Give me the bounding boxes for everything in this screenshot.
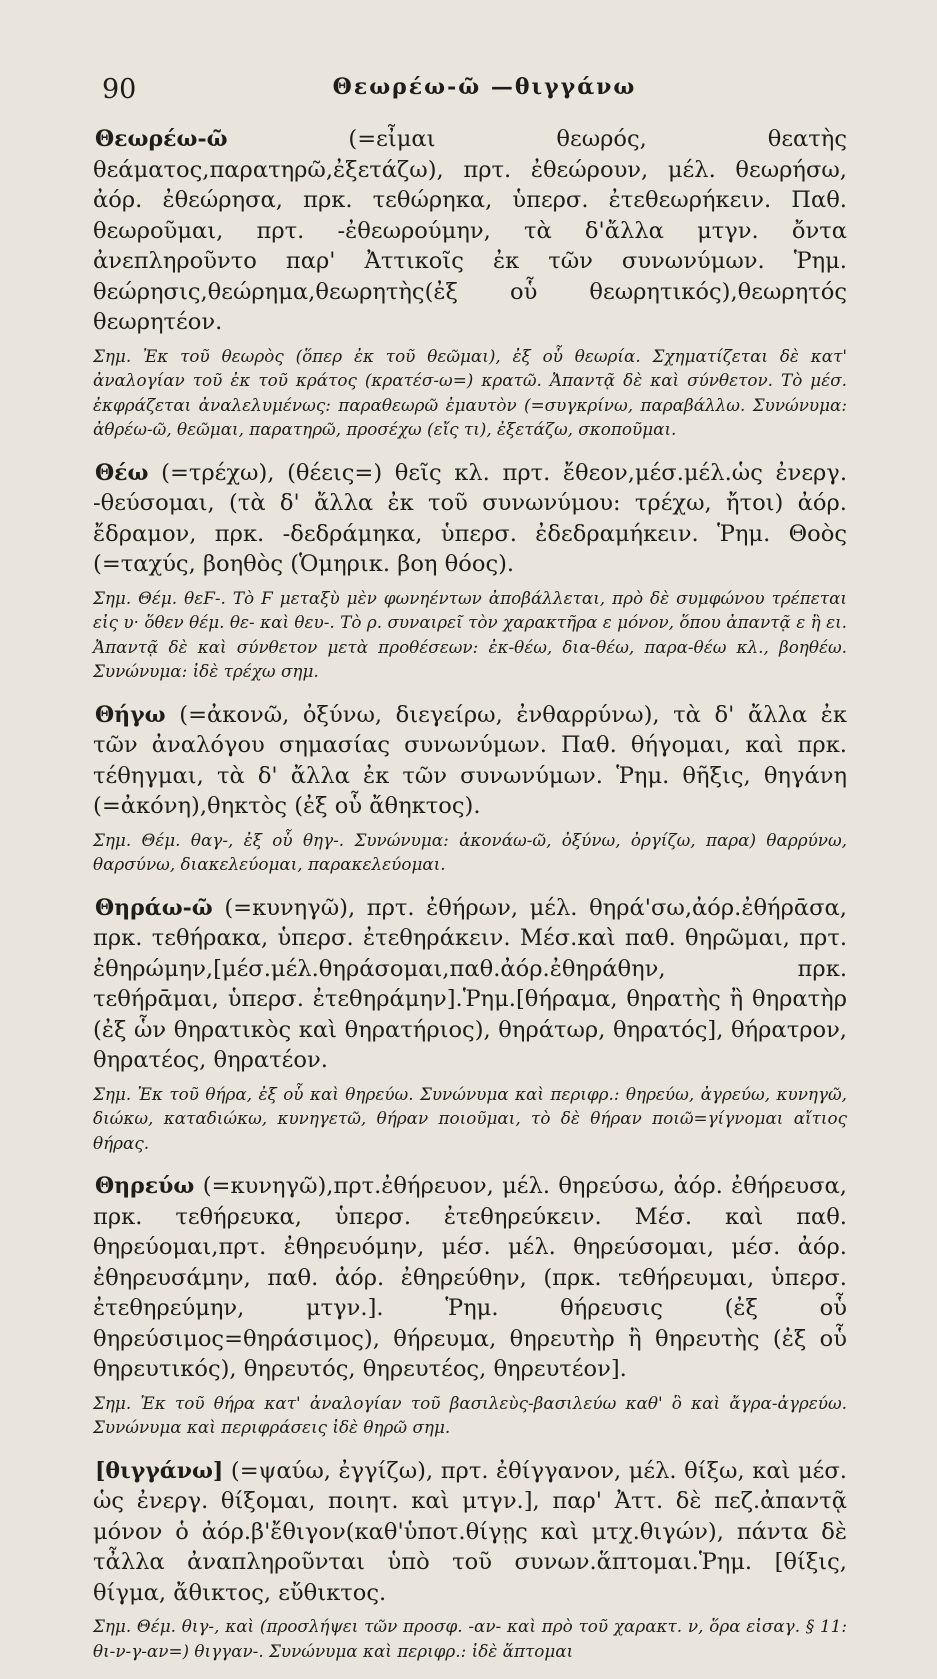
entry-note: Σημ. Θέμ. θαγ-, ἐξ οὗ θηγ-. Συνώνυμα: ἀκονάω-ῶ, ὀξύνω, ὀργίζω, παρα) θαρρύνω, θαρσύνω, διακελεύομαι, παρακελεύομαι. [93, 829, 847, 874]
entry-text: (=ψαύω, ἐγγίζω), πρτ. ἐθίγγανον, μέλ. θίξω, καὶ μέσ. ὡς ἐνεργ. θίξομαι, ποιητ. καὶ μτγν.], παρ' Ἀττ. δὲ πεζ.ἀπαντᾷ μόνον ὁ ἀόρ.β'ἔθιγον(καθ'ὑποτ.θίγῃς καὶ μτχ.θιγών), πάντα δὲ τἆλλα ἀναπληροῦνται ὑπὸ τοῦ συνων.ἅπτομαι.Ῥημ. [θίξις, θίγμα, ἄθικτος, εὔθικτος. [93, 1457, 847, 1606]
entry-lemma: Θέω [95, 459, 149, 486]
entry-main [93, 1456, 847, 1609]
entry-lemma: Θεωρέω-ῶ [95, 126, 228, 152]
entry-note: Σημ. Ἐκ τοῦ θήρα κατ' ἀναλογίαν τοῦ βασιλεὺς-βασιλεύω καθ' ὃ καὶ ἄγρα-ἀγρεύω. Συνώνυμα καὶ περιφράσεις ἰδὲ θηρῶ σημ. [93, 1392, 847, 1437]
entry-lemma: Θηράω-ῶ [95, 894, 213, 921]
dictionary-entry [93, 700, 847, 877]
entry-note: Σημ. Θέμ. θιγ-, καὶ (προσλήψει τῶν προσφ. -αν- καὶ πρὸ τοῦ χαρακτ. ν, ὅρα εἰσαγ. § 11: θι-ν-γ-αν=) θιγγαν-. Συνώνυμα καὶ περιφρ.: ἰδὲ ἅπτομαι [93, 1616, 847, 1661]
dictionary-entry [93, 1171, 847, 1440]
entry-note: Σημ. Θέμ. θεϜ-. Τὸ Ϝ μεταξὺ μὲν φωνηέντων ἀποβάλλεται, πρὸ δὲ συμφώνου τρέπεται εἰς υ· ὅθεν θέμ. θε- καὶ θευ-. Τὸ ρ. συναιρεῖ τὸν χαρακτῆρα ε μόνον, ὅπου ἀπαντᾷ ε ἢ ει. Ἀπαντᾷ δὲ καὶ σύνθετον μετὰ προθέσεων: ἐκ-θέω, δια-θέω, παρα-θέω κλ., βοηθέω. Συνώνυμα: ἰδὲ τρέχω σημ. [93, 587, 847, 681]
entry-text: (=εἶμαι θεωρός, θεατὴς θεάματος,παρατηρῶ,ἐξετάζω), πρτ. ἐθεώρουν, μέλ. θεωρήσω, ἀόρ. ἐθεώρησα, πρκ. τεθώρηκα, ὑπερσ. ἐτεθεωρήκειν. Παθ. θεωροῦμαι, πρτ. -ἐθεωρούμην, τὰ δ'ἄλλα μτγν. ὄντα ἀνεπληροῦντο παρ' Ἀττικοῖς ἐκ τῶν συνωνύμων. Ῥημ. θεώρησις,θεώρημα,θεωρητὴς(ἐξ οὗ θεωρητικός),θεωρητός θεωρητέον. [93, 126, 847, 335]
page-number: 90 [102, 74, 137, 105]
dictionary-entry [93, 893, 847, 1156]
entry-lemma: Θήγω [95, 701, 166, 728]
dictionary-body [93, 124, 847, 1679]
entry-text: (=ἀκονῶ, ὀξύνω, διεγείρω, ἐνθαρρύνω), τὰ δ' ἄλλα ἐκ τῶν ἀναλόγου σημασίας συνωνύμων. Παθ. θήγομαι, καὶ πρκ. τέθηγμαι, τὰ δ' ἄλλα ἐκ τῶν συνωνύμων. Ῥημ. θῆξις, θηγάνη (=ἀκόνη),θηκτὸς (ἐξ οὗ ἄθηκτος). [93, 701, 847, 819]
entry-text: (=τρέχω), (θέεις=) θεῖς κλ. πρτ. ἔθεον,μέσ.μέλ.ὡς ἐνεργ. -θεύσομαι, (τὰ δ' ἄλλα ἐκ τοῦ συνωνύμου: τρέχω, ἤτοι) ἀόρ. ἔδραμον, πρκ. -δεδράμηκα, ὑπερσ. ἐδεδραμήκειν. Ῥημ. Θοὸς (=ταχύς, βοηθὸς (Ὁμηρικ. βοη θόος). [93, 459, 847, 577]
entry-note: Σημ. Ἐκ τοῦ θεωρὸς (ὅπερ ἐκ τοῦ θεῶμαι), ἐξ οὗ θεωρία. Σχηματίζεται δὲ κατ' ἀναλογίαν τοῦ ἐκ τοῦ κράτος (κρατέσ-ω=) κρατῶ. Ἀπαντᾷ δὲ καὶ σύνθετον. Τὸ μέσ. ἐκφράζεται ἀναλελυμένως: παραθεωρῶ ἐμαυτὸν (=συγκρίνω, παραβάλλω. Συνώνυμα: ἀθρέω-ῶ, θεῶμαι, παρατηρῶ, προσέχω (εἴς τι), ἐξετάζω, σκοποῦμαι. [93, 345, 847, 439]
dictionary-entry [93, 1456, 847, 1664]
entry-text: (=κυνηγῶ),πρτ.ἐθήρευον, μέλ. θηρεύσω, ἀόρ. ἐθήρευσα, πρκ. τεθήρευκα, ὑπερσ. ἐτεθηρεύκειν. Μέσ. καὶ παθ. θηρεύομαι,πρτ. ἐθηρευόμην, μέσ. μέλ. θηρεύσομαι, μέσ. ἀόρ. ἐθηρευσάμην, παθ. ἀόρ. ἐθηρεύθην, (πρκ. τεθήρευμαι, ὑπερσ. ἐτεθηρεύμην, μτγν.]. Ῥημ. θήρευσις (ἐξ οὗ θηρεύσιμος=θηράσιμος), θήρευμα, θηρευτὴρ ἢ θηρευτὴς (ἐξ οὗ θηρευτικός), θηρευτός, θηρευτέος, θηρευτέον]. [93, 1173, 847, 1382]
entry-main [93, 893, 847, 1076]
entry-main [93, 124, 847, 338]
entry-text: (=κυνηγῶ), πρτ. ἐθήρων, μέλ. θηρά'σω,ἀόρ.ἐθήρᾱσα, πρκ. τεθήρακα, ὑπερσ. ἐτεθηράκειν. Μέσ.καὶ παθ. θηρῶμαι, πρτ. ἐθηρώμην,[μέσ.μέλ.θηράσομαι,παθ.ἀόρ.ἐθηράθην, πρκ. τεθήρᾱμαι, ὑπερσ. ἐτεθηράμην].Ῥημ.[θήραμα, θηρατὴς ἢ θηρατὴρ (ἐξ ὧν θηρατικὸς καὶ θηρατήριος), θηράτωρ, θηρατός], θήρατρον, θηρατέος, θηρατέον. [93, 894, 847, 1073]
entry-main [93, 458, 847, 580]
dictionary-entry [93, 124, 847, 442]
entry-main [93, 700, 847, 822]
page-header [102, 70, 827, 110]
entry-main [93, 1171, 847, 1385]
entry-note: Σημ. Ἐκ τοῦ θήρα, ἐξ οὗ καὶ θηρεύω. Συνώνυμα καὶ περιφρ.: θηρεύω, ἀγρεύω, κυνηγῶ, διώκω, καταδιώκω, κυνηγετῶ, θήραν ποιοῦμαι, τὸ δὲ θήραν ποιῶ=γίγνομαι αἴτιος θήρας. [93, 1083, 847, 1153]
running-head: Θεωρέω-ῶ —θιγγάνω [332, 74, 637, 100]
entry-lemma: [θιγγάνω] [95, 1457, 224, 1484]
dictionary-entry [93, 458, 847, 684]
entry-lemma: Θηρεύω [95, 1173, 195, 1199]
